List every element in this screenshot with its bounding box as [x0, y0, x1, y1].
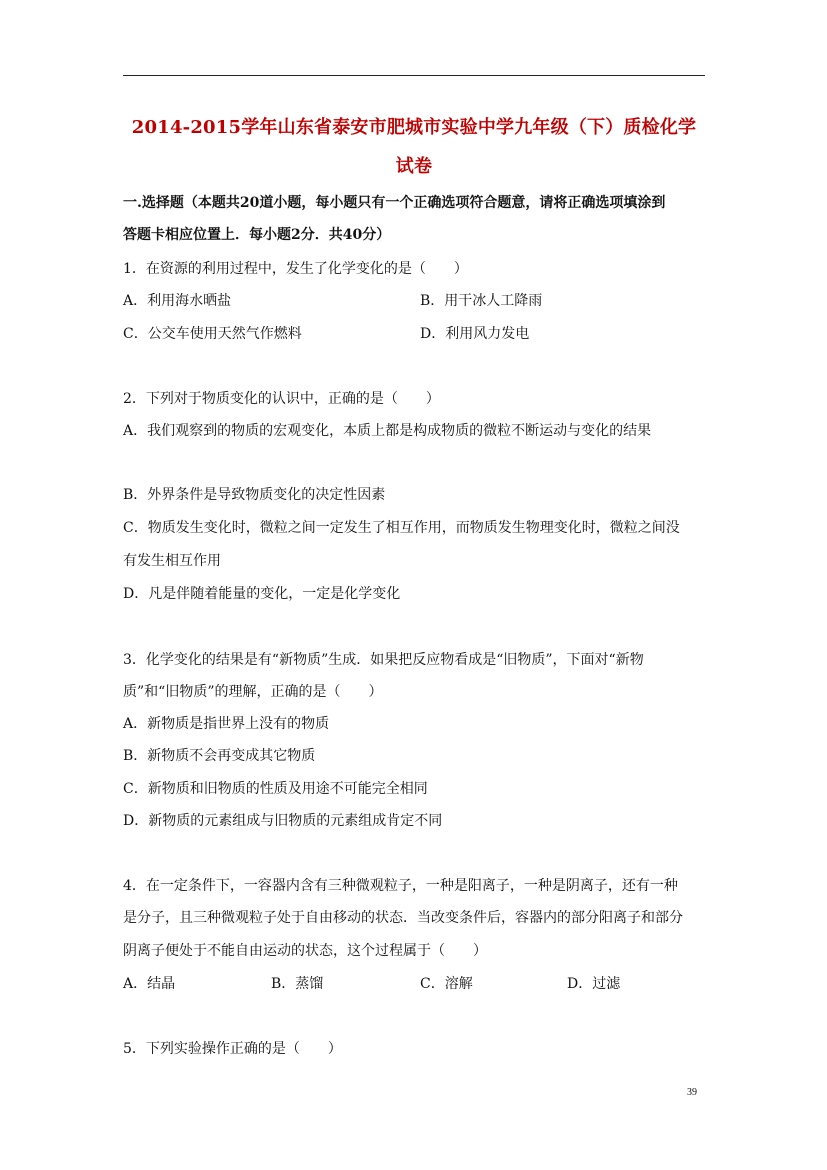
question-3-option-d: D．新物质的元素组成与旧物质的元素组成肯定不同: [123, 813, 443, 829]
question-3-option-c: C．新物质和旧物质的性质及用途不可能完全相同: [123, 781, 428, 797]
section-heading: 一.选择题（本题共20道小题，每小题只有一个正确选项符合题意，请将正确选项填涂到: [123, 195, 666, 211]
question-2-option-d: D．凡是伴随着能量的变化，一定是化学变化: [123, 586, 401, 602]
question-1-option-d: D．利用风力发电: [420, 326, 530, 342]
section-heading-continued: 答题卡相应位置上．每小题2分．共40分）: [123, 227, 391, 243]
question-1-option-c: C．公交车使用天然气作燃料: [123, 326, 302, 342]
question-3-stem: 3．化学变化的结果是有“新物质”生成．如果把反应物看成是“旧物质”，下面对“新物: [123, 652, 644, 668]
question-1-stem: 1．在资源的利用过程中，发生了化学变化的是（ ）: [123, 261, 468, 277]
question-4-option-b: B．蒸馏: [271, 976, 324, 992]
question-4-stem: 4．在一定条件下，一容器内含有三种微观粒子，一种是阳离子，一种是阴离子，还有一种: [123, 878, 678, 894]
question-4-stem-line-2: 是分子，且三种微观粒子处于自由移动的状态．当改变条件后，容器内的部分阳离子和部分: [123, 910, 683, 926]
question-3-stem-continued: 质”和“旧物质”的理解，正确的是（ ）: [123, 684, 383, 700]
question-2-option-b: B．外界条件是导致物质变化的决定性因素: [123, 487, 386, 503]
page-number: 39: [687, 1087, 697, 1098]
question-3-option-b: B．新物质不会再变成其它物质: [123, 748, 316, 764]
question-2-option-c-continued: 有发生相互作用: [123, 553, 221, 569]
question-1-option-b: B．用干冰人工降雨: [420, 293, 543, 309]
question-2-stem: 2．下列对于物质变化的认识中，正确的是（ ）: [123, 391, 440, 407]
question-4-option-d: D．过滤: [567, 976, 621, 992]
question-4-option-a: A．结晶: [123, 976, 176, 992]
question-4-stem-line-3: 阴离子便处于不能自由运动的状态，这个过程属于（ ）: [123, 943, 487, 959]
document-title: 2014-2015学年山东省泰安市肥城市实验中学九年级（下）质检化学: [131, 117, 697, 138]
document-title-continued: 试卷: [395, 156, 433, 177]
question-3-option-a: A．新物质是指世界上没有的物质: [123, 716, 330, 732]
question-4-option-c: C．溶解: [420, 976, 473, 992]
header-rule: [123, 75, 705, 76]
question-1-option-a: A．利用海水晒盐: [123, 293, 232, 309]
question-2-option-a: A．我们观察到的物质的宏观变化，本质上都是构成物质的微粒不断运动与变化的结果: [123, 423, 652, 439]
question-2-option-c: C．物质发生变化时，微粒之间一定发生了相互作用，而物质发生物理变化时，微粒之间没: [123, 520, 680, 536]
question-5-stem: 5．下列实验操作正确的是（ ）: [123, 1041, 342, 1057]
